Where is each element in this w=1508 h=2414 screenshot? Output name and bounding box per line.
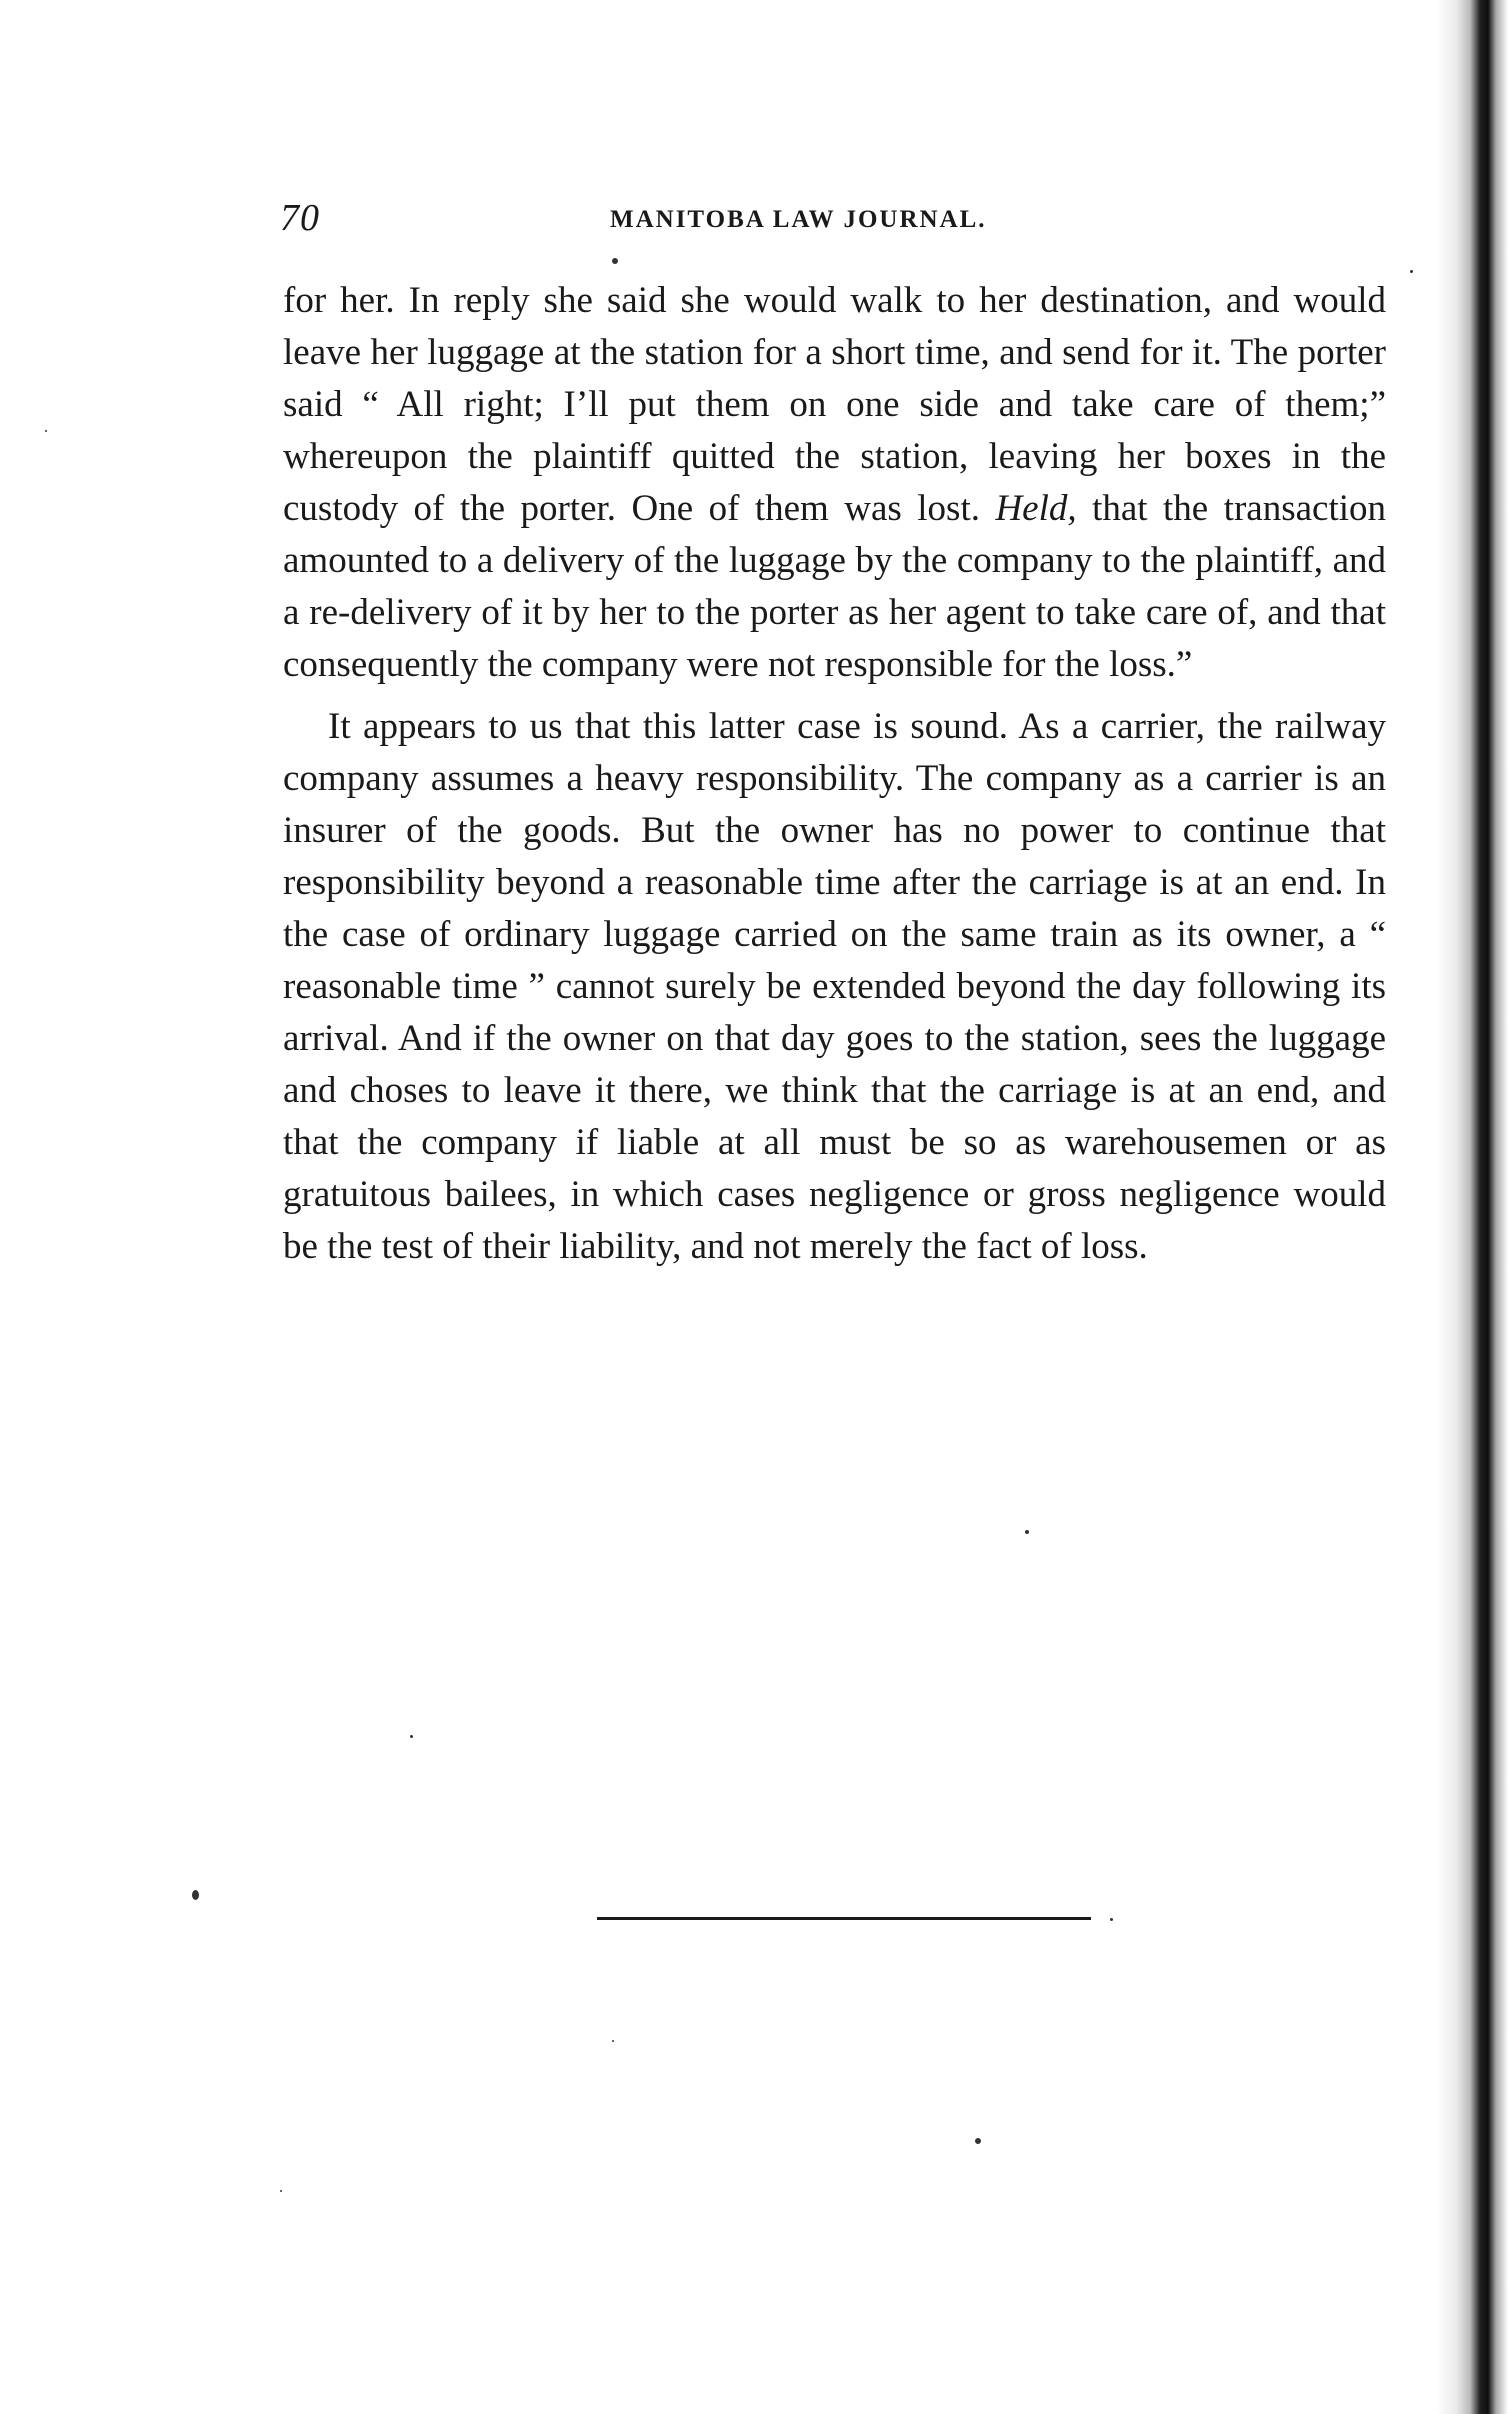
running-head: [280, 196, 1070, 246]
binding-edge: [1436, 0, 1508, 2414]
scan-speck: [975, 2138, 981, 2144]
scan-speck: [612, 258, 618, 264]
body-text: [283, 275, 1386, 1273]
paragraph-2: It appears to us that this latter case is sound. As a carrier, the railway company assumes a heavy responsibility. The company as a carrier is an insurer of the goods. But the owner has no power to continue that responsibility beyond a reasonable time after the carriage is at an end. In the case of ordinary luggage carried on the same train as its owner, a “ reasonable time ” cannot surely be extended beyond the day following its arrival. And if the owner on that day goes to the station, sees the luggage and choses to leave it there, we think that the carriage is at an end, and that the company if liable at all must be so as warehousemen or as gratuitous bailees, in which cases negligence or gross negligence would be the test of their liability, and not merely the fact of loss.: [283, 706, 1386, 1267]
paragraph-1-text-cont: that the transaction amounted to a delivery of the luggage by the company to the plaintiff, and a re-delivery of it by her to the porter as her agent to take care of, and that consequently the company were not responsible for the loss.”: [283, 488, 1387, 685]
scan-speck: [1110, 1918, 1113, 1921]
held-italic: Held,: [995, 488, 1077, 529]
paragraph-1: [283, 275, 1386, 691]
paragraph-1-text: for her. In reply she said she would walk to her destination, and would leave her luggage at the station for a short time, and send for it. The porter said “ All right; I’ll put them on one side and take care of them;” whereupon the plaintiff quitted the station, leaving her boxes in the custody of the porter. One of them was lost.: [283, 280, 1386, 529]
scan-speck: [280, 2190, 282, 2192]
section-rule: [597, 1917, 1091, 1920]
scan-speck: [45, 430, 47, 432]
scan-speck: [192, 1890, 199, 1900]
scan-speck: [612, 2040, 614, 2042]
page-number: 70: [280, 197, 320, 239]
journal-title: MANITOBA LAW JOURNAL.: [610, 206, 987, 233]
scan-speck: [1410, 270, 1413, 273]
scan-speck: [1025, 1530, 1029, 1534]
scan-speck: [410, 1735, 413, 1738]
